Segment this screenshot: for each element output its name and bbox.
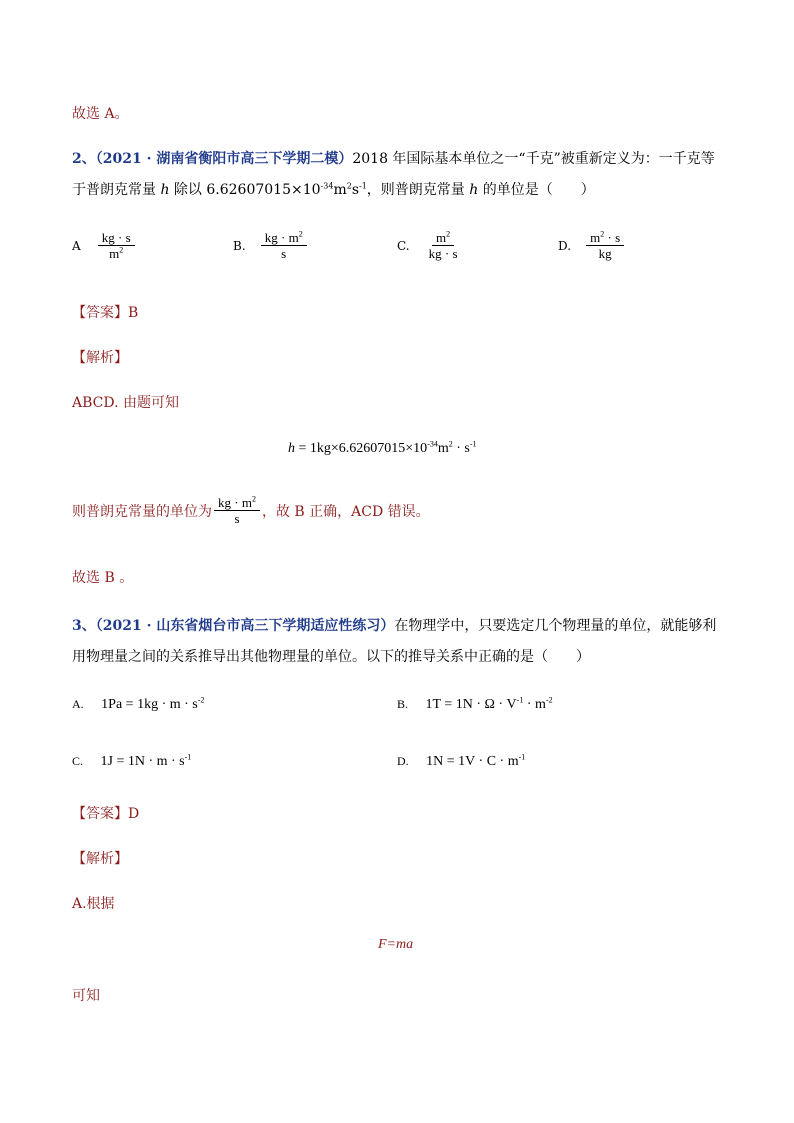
- q3-stem-line2: 用物理量之间的关系推导出其他物理量的单位。以下的推导关系中正确的是（ ）: [72, 649, 590, 665]
- eq-s: · s: [452, 441, 470, 456]
- q2-stem-exp3: -1: [359, 181, 367, 191]
- q2-stem-exp2: 2: [346, 181, 352, 191]
- num-exp: 2: [446, 229, 451, 239]
- option-c-fraction: [425, 230, 462, 261]
- q2-stem-text2e: ，则普朗克常量: [366, 182, 470, 198]
- q2-stem-text2a: 于普朗克常量: [72, 182, 161, 198]
- option-exp: -2: [197, 695, 205, 705]
- den-text: m: [109, 246, 120, 261]
- q2-stem-h2: h: [469, 182, 479, 198]
- eq-s-exp: -1: [469, 439, 477, 449]
- fraction-numerator: [214, 495, 260, 511]
- option-b-fraction: [261, 230, 307, 261]
- option-tail: · m: [523, 697, 546, 712]
- option-exp: -1: [516, 695, 524, 705]
- eq-body: = 1kg×6.62607015×10: [295, 441, 428, 456]
- q3-know-text: 可知: [72, 988, 100, 1004]
- num-text: kg · m: [264, 230, 299, 245]
- q1-conclusion: 故选 A。: [72, 106, 129, 122]
- q2-stem-text2b: 除以 6.62607015×10: [169, 182, 321, 198]
- q3-analysis-heading: 【解析】: [72, 851, 128, 867]
- option-label: B.: [233, 239, 246, 253]
- q2-answer: 【答案】B: [72, 305, 139, 321]
- num-exp: 2: [298, 229, 303, 239]
- q2-stem-exp: -34: [320, 181, 334, 191]
- eq-h: h: [288, 441, 295, 456]
- option-expr: 1T = 1N · Ω · V: [425, 697, 517, 712]
- fraction-numerator: kg · s: [98, 230, 135, 246]
- num-tail: · s: [604, 230, 621, 245]
- fraction-denominator: kg · s: [428, 246, 458, 261]
- q3-option-a[interactable]: [72, 697, 204, 713]
- fraction-denominator: s: [281, 246, 287, 261]
- option-expr: 1Pa = 1kg · m · s: [101, 697, 198, 712]
- q2-option-a[interactable]: [72, 230, 135, 261]
- num-text: kg · m: [218, 495, 252, 510]
- q3-formula: F=ma: [378, 937, 414, 952]
- option-label: D.: [397, 754, 409, 768]
- q3-option-d[interactable]: [397, 754, 525, 770]
- q3-source: （2021 · 山东省烟台市高三下学期适应性练习）: [95, 618, 395, 634]
- unit-line-text-a: 则普朗克常量的单位为: [72, 503, 212, 520]
- num-exp: 2: [600, 229, 605, 239]
- num-exp: 2: [251, 494, 256, 504]
- q2-abcd-text: ABCD. 由题可知: [72, 395, 179, 411]
- option-label: A: [72, 239, 81, 253]
- option-label: B.: [397, 697, 409, 711]
- q2-stem-line2: [72, 179, 595, 199]
- q3-basis-text: A.根据: [72, 896, 115, 912]
- q3-option-c[interactable]: [72, 754, 191, 770]
- option-label: A.: [72, 697, 84, 711]
- q3-stem-line1: [72, 615, 716, 635]
- option-a-fraction: [98, 230, 135, 261]
- q2-number: 2、: [72, 151, 96, 167]
- option-expr: 1J = 1N · m · s: [100, 754, 185, 769]
- fraction-numerator: [261, 230, 307, 246]
- unit-line-text-b: ，故 B 正确，ACD 错误。: [261, 503, 430, 520]
- option-exp: -1: [518, 752, 526, 762]
- fraction-denominator: kg: [598, 246, 612, 261]
- q3-answer: 【答案】D: [72, 806, 140, 822]
- option-d-fraction: [586, 230, 624, 261]
- num-text: m: [436, 230, 447, 245]
- q2-unit-line: [72, 495, 430, 526]
- option-label: C.: [72, 754, 84, 768]
- option-label: D.: [558, 239, 572, 253]
- q2-stem-s: s: [351, 182, 359, 198]
- fraction-denominator: [105, 246, 127, 261]
- q2-stem-line1: [72, 148, 715, 168]
- q3-number: 3、: [72, 618, 96, 634]
- q2-option-b[interactable]: [233, 230, 307, 261]
- option-label: C.: [397, 239, 410, 253]
- q2-stem-m: m: [333, 182, 347, 198]
- q2-equation: [288, 441, 477, 457]
- eq-m: m: [437, 441, 449, 456]
- q3-stem-text1: 在物理学中，只要选定几个物理量的单位，就能够利: [394, 618, 717, 634]
- q2-stem-h: h: [160, 182, 170, 198]
- unit-fraction: [214, 495, 260, 526]
- q2-option-c[interactable]: [397, 230, 462, 261]
- fraction-numerator: [586, 230, 624, 246]
- q3-option-b[interactable]: [397, 697, 553, 713]
- eq-exp: -34: [427, 439, 438, 449]
- q2-source: （2021 · 湖南省衡阳市高三下学期二模）: [95, 151, 353, 167]
- option-expr: 1N = 1V · C · m: [426, 754, 519, 769]
- q2-analysis-heading: 【解析】: [72, 350, 128, 366]
- num-text: m: [590, 230, 601, 245]
- den-exp: 2: [119, 245, 124, 255]
- q2-stem-text2f: 的单位是（ ）: [478, 182, 595, 198]
- fraction-numerator: [432, 230, 454, 246]
- q2-conclusion: 故选 B 。: [72, 570, 134, 586]
- eq-m-exp: 2: [448, 439, 453, 449]
- option-exp: -1: [184, 752, 192, 762]
- fraction-denominator: s: [234, 511, 240, 526]
- option-tail-exp: -2: [545, 695, 553, 705]
- q2-option-d[interactable]: [558, 230, 624, 261]
- q2-stem-text1: 2018 年国际基本单位之一“千克”被重新定义为：一千克等: [352, 151, 715, 167]
